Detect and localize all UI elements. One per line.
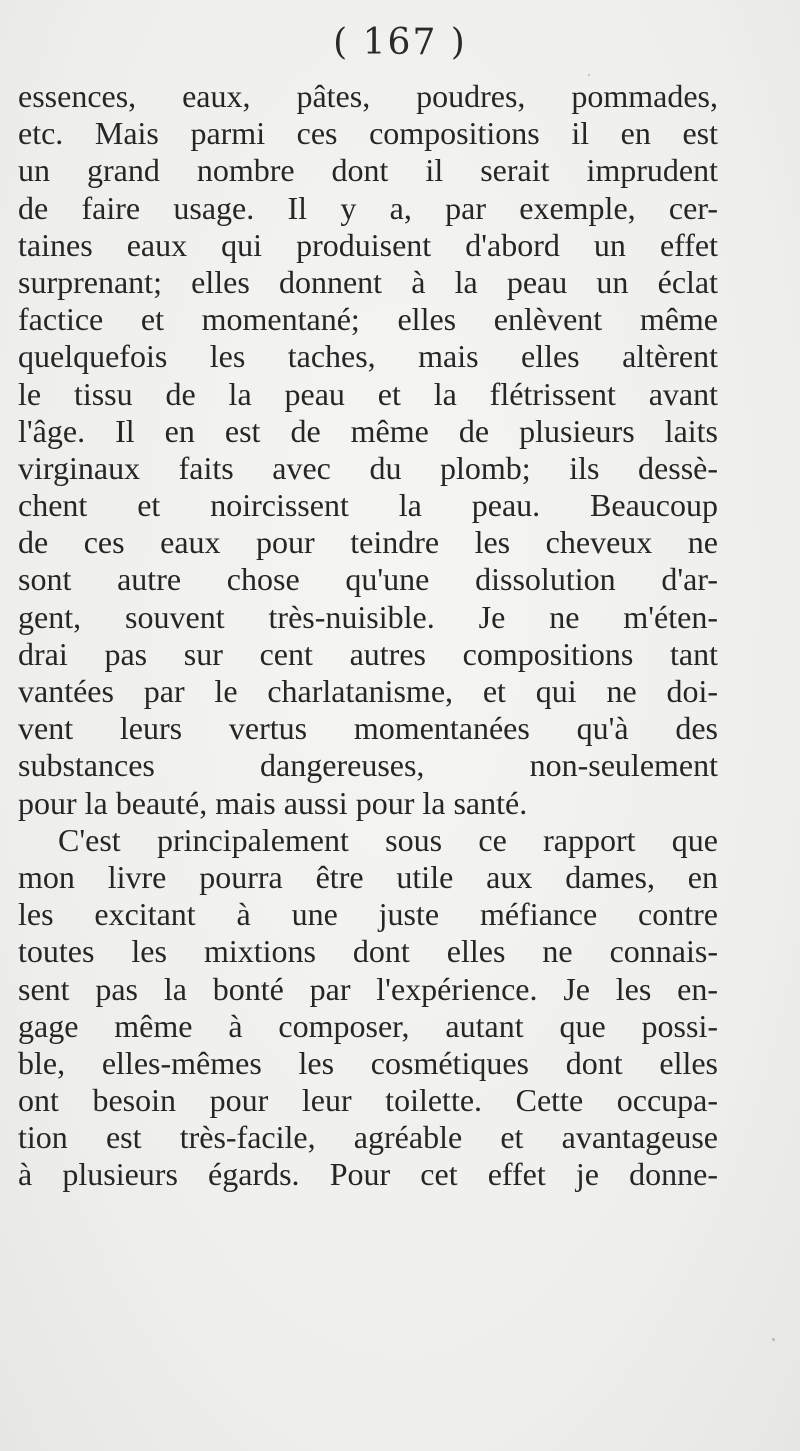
text-line: pour la beauté, mais aussi pour la santé. [18,784,528,821]
text-line: vantées par le charlatanisme, et qui ne doi- [18,673,718,709]
text-line: sont autre chose qu'une dissolution d'ar- [18,561,718,598]
text-line: les excitant à une juste méfiance contre [18,896,718,933]
text-line: sent pas la bonté par l'expérience. Je les en- [18,970,718,1007]
page-number: ( 167 ) [333,22,467,63]
text-line: de faire usage. Il y a, par exemple, cer- [18,189,718,226]
text-line: un grand nombre dont il serait imprudent [18,152,718,189]
text-line: virginaux faits avec du plomb; ils dessè- [18,449,718,486]
text-line: essences, eaux, pâtes, poudres, pommades, [18,78,718,114]
text-line: à plusieurs égards. Pour cet effet je donne- [18,1156,718,1193]
text-line: factice et momentané; elles enlèvent même [18,301,718,338]
text-line: tion est très-facile, agréable et avantageuse [18,1119,718,1156]
text-line: chent et noircissent la peau. Beaucoup [18,487,718,524]
text-line: vent leurs vertus momentanées qu'à des [18,710,718,747]
text-line: toutes les mixtions dont elles ne connais- [18,933,718,970]
text-line: mon livre pourra être utile aux dames, en [18,858,718,895]
text-line: drai pas sur cent autres compositions tant [18,635,718,672]
text-line: quelquefois les taches, mais elles altèrent [18,338,718,375]
text-line: de ces eaux pour teindre les cheveux ne [18,524,718,561]
text-line: gent, souvent très-nuisible. Je ne m'éten- [18,598,718,635]
text-line: l'âge. Il en est de même de plusieurs laits [18,412,718,449]
text-line: substances dangereuses, non-seulement [18,747,718,784]
text-line: le tissu de la peau et la flétrissent avant [18,375,718,412]
paper-speck [772,1338,775,1341]
text-line: ont besoin pour leur toilette. Cette occupa- [18,1082,718,1119]
paper-speck [588,74,590,76]
paragraph-2 [18,822,718,1194]
body-text [18,78,718,1194]
paragraph-1 [18,78,718,822]
text-line: ble, elles-mêmes les cosmétiques dont elles [18,1044,718,1081]
text-line: gage même à composer, autant que possi- [18,1007,718,1044]
text-line: taines eaux qui produisent d'abord un effet [18,226,718,263]
text-line: surprenant; elles donnent à la peau un éclat [18,263,718,300]
text-line: etc. Mais parmi ces compositions il en est [18,115,718,152]
text-line: C'est principalement sous ce rapport que [58,821,718,858]
